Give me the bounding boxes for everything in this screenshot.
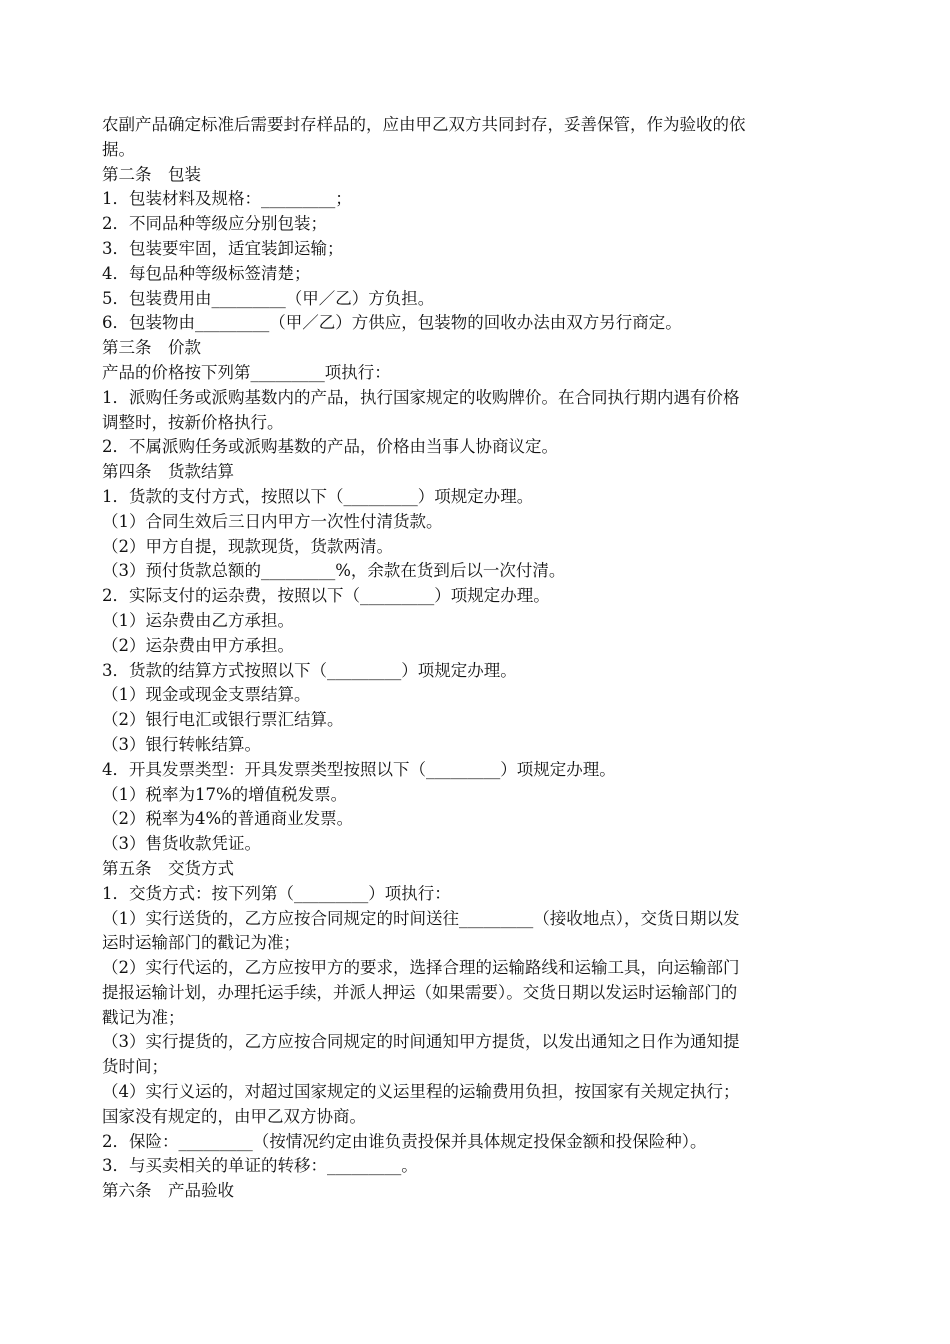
clause-item: 1．包装材料及规格：_________； (102, 189, 352, 209)
text-line: 运时运输部门的戳记为准； (102, 933, 300, 953)
text-line: 据。 (102, 139, 135, 159)
clause-item: 3．包装要牢固，适宜装卸运输； (102, 238, 344, 258)
sub-clause-item: （2）运杂费由甲方承担。 (102, 635, 294, 655)
text-line: 货时间； (102, 1057, 168, 1077)
sub-clause-item: （1）现金或现金支票结算。 (102, 685, 311, 705)
clause-item: 1．派购任务或派购基数内的产品，执行国家规定的收购牌价。在合同执行期内遇有价格 (102, 387, 740, 407)
text-line: 戳记为准； (102, 1007, 185, 1027)
clause-item: 4．每包品种等级标签清楚； (102, 263, 311, 283)
section-heading: 第四条 货款结算 (102, 462, 234, 482)
sub-clause-item: （2）税率为4%的普通商业发票。 (102, 809, 354, 829)
sub-clause-item: （1）税率为17%的增值税发票。 (102, 784, 348, 804)
sub-clause-item: （2）甲方自提，现款现货，货款两清。 (102, 536, 393, 556)
clause-item: 3．货款的结算方式按照以下（_________）项规定办理。 (102, 660, 517, 680)
text-line: 国家没有规定的，由甲乙双方协商。 (102, 1106, 366, 1126)
text-line: 调整时，按新价格执行。 (102, 412, 284, 432)
clause-item: 6．包装物由_________（甲／乙）方供应，包装物的回收办法由双方另行商定。 (102, 313, 682, 333)
clause-item: 2．实际支付的运杂费，按照以下（_________）项规定办理。 (102, 586, 550, 606)
clause-item: 4．开具发票类型：开具发票类型按照以下（_________）项规定办理。 (102, 759, 616, 779)
sub-clause-item: （2）银行电汇或银行票汇结算。 (102, 710, 344, 730)
sub-clause-item: （2）实行代运的，乙方应按甲方的要求，选择合理的运输路线和运输工具，向运输部门 (102, 958, 740, 978)
text-line: 提报运输计划，办理托运手续，并派人押运（如果需要）。交货日期以发运时运输部门的 (102, 982, 738, 1002)
clause-item: 1．货款的支付方式，按照以下（_________）项规定办理。 (102, 486, 534, 506)
clause-item: 3．与买卖相关的单证的转移：_________。 (102, 1156, 418, 1176)
sub-clause-item: （1）实行送货的，乙方应按合同规定的时间送往_________（接收地点），交货日期以发 (102, 908, 740, 928)
section-heading: 第六条 产品验收 (102, 1181, 234, 1201)
sub-clause-item: （1）运杂费由乙方承担。 (102, 610, 294, 630)
section-heading: 第五条 交货方式 (102, 858, 234, 878)
clause-item: 1．交货方式：按下列第（_________）项执行： (102, 883, 451, 903)
clause-item: 2．保险：_________（按情况约定由谁负责投保并具体规定投保金额和投保险种）。 (102, 1131, 707, 1151)
text-line: 农副产品确定标准后需要封存样品的，应由甲乙双方共同封存，妥善保管，作为验收的依 (102, 115, 746, 134)
sub-clause-item: （3）银行转帐结算。 (102, 734, 261, 754)
text-line: 产品的价格按下列第_________项执行： (102, 362, 391, 382)
sub-clause-item: （3）售货收款凭证。 (102, 834, 261, 854)
clause-item: 2．不属派购任务或派购基数的产品，价格由当事人协商议定。 (102, 437, 558, 457)
sub-clause-item: （1）合同生效后三日内甲方一次性付清货款。 (102, 511, 443, 531)
sub-clause-item: （3）预付货款总额的_________%，余款在货到后以一次付清。 (102, 561, 566, 581)
section-heading: 第三条 价款 (102, 338, 201, 358)
section-heading: 第二条 包装 (102, 164, 201, 184)
sub-clause-item: （4）实行义运的，对超过国家规定的义运里程的运输费用负担，按国家有关规定执行； (102, 1082, 740, 1102)
sub-clause-item: （3）实行提货的，乙方应按合同规定的时间通知甲方提货，以发出通知之日作为通知提 (102, 1032, 740, 1052)
clause-item: 5．包装费用由_________（甲／乙）方负担。 (102, 288, 435, 308)
document-body (102, 113, 852, 1204)
clause-item: 2．不同品种等级应分别包装； (102, 214, 327, 234)
